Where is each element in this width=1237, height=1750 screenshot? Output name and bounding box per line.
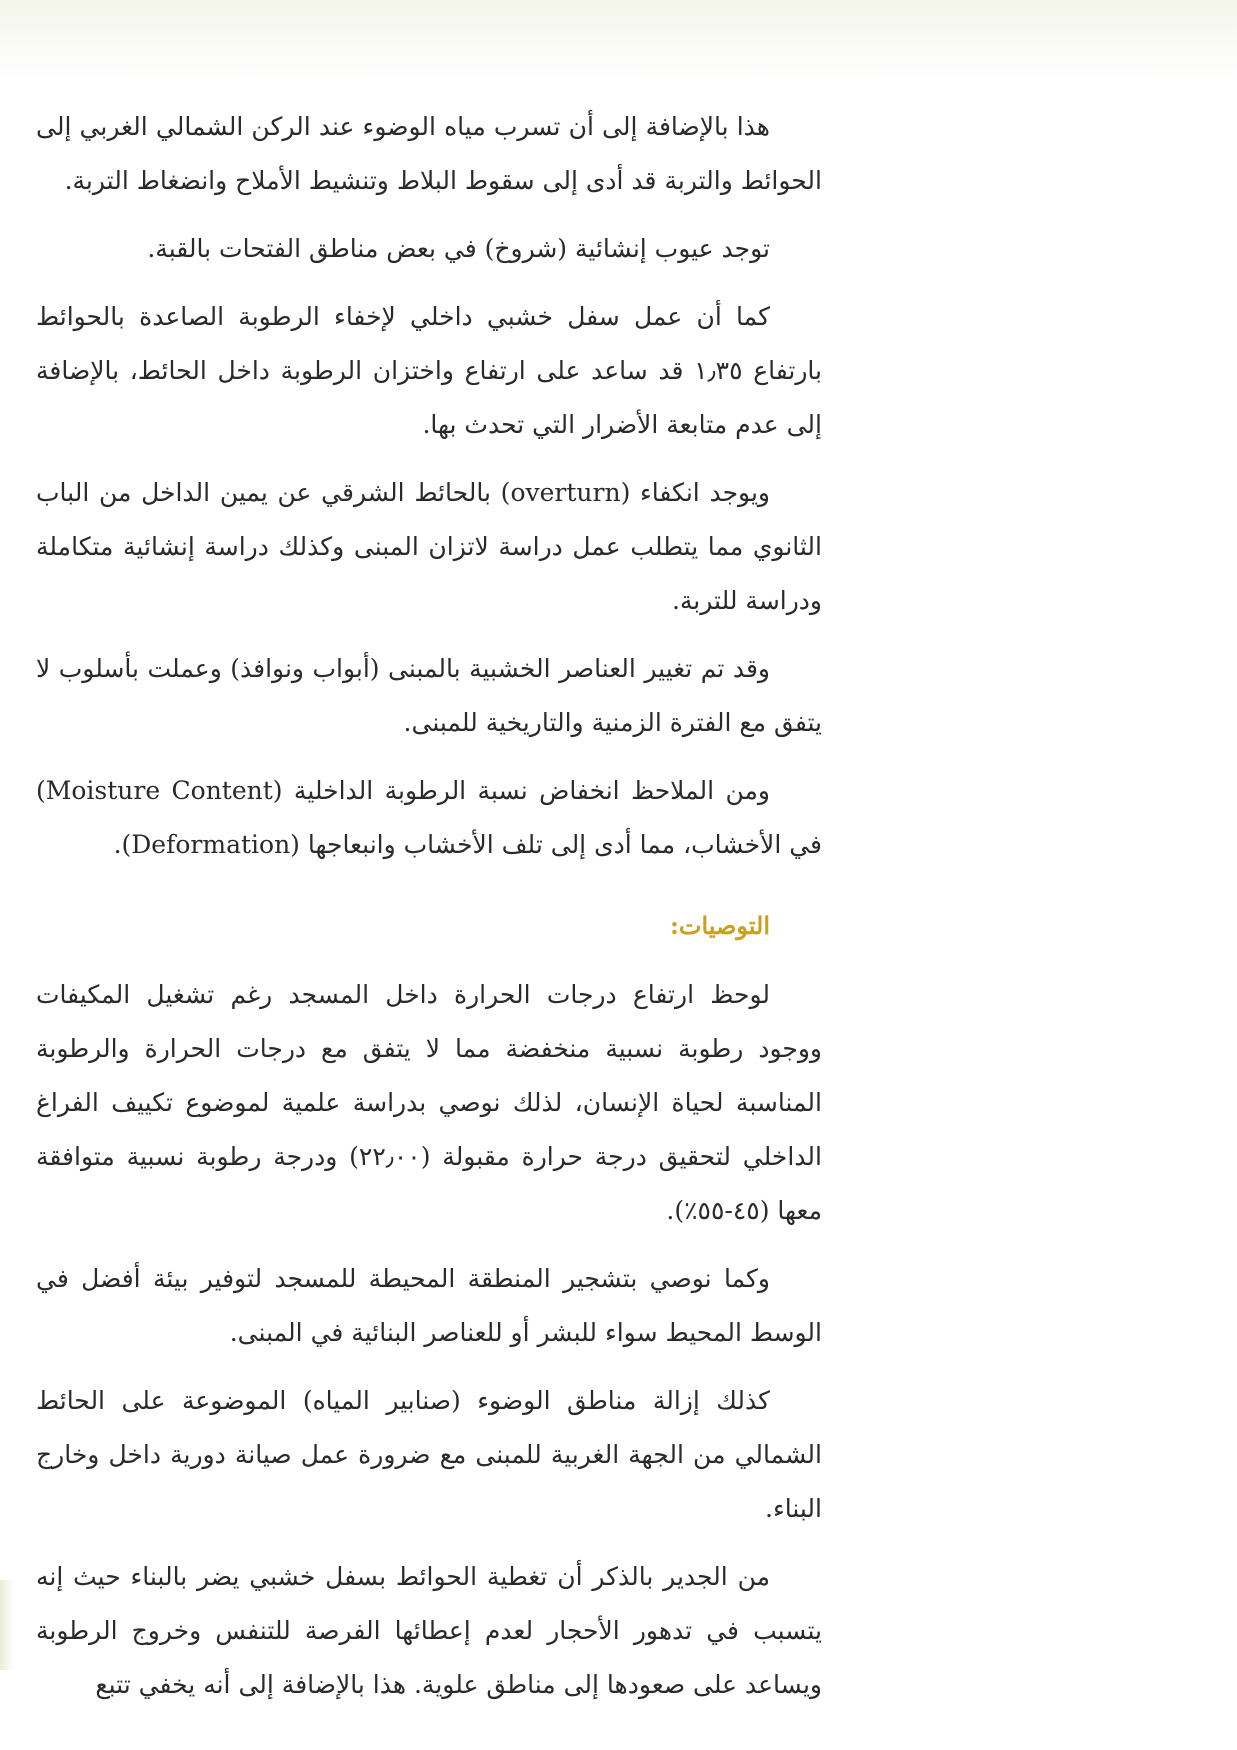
paragraph-overturn: ويوجد انكفاء (overturn) بالحائط الشرقي عن يمين الداخل من الباب الثانوي مما يتطلب عمل دراسة لاتزان المبنى وكذلك دراسة إنشائية متكاملة ودراسة للتربة. (36, 478, 822, 615)
paragraph-remove-wudu: كذلك إزالة مناطق الوضوء (صنابير المياه) الموضوعة على الحائط الشمالي من الجهة الغربية للمبنى مع ضرورة عمل صيانة دورية داخل وخارج البناء. (36, 1386, 822, 1523)
paragraph-wudu-leak: هذا بالإضافة إلى أن تسرب مياه الوضوء عند الركن الشمالي الغربي إلى الحوائط والتربة قد أدى إلى سقوط البلاط وتنشيط الأملاح وانضغاط التربة. (36, 112, 822, 195)
page-top-shading (0, 0, 1237, 80)
section-heading-recommendations: التوصيات: (669, 911, 770, 940)
document-body (36, 100, 822, 1726)
paragraph-wooden-skirting: كما أن عمل سفل خشبي داخلي لإخفاء الرطوبة الصاعدة بالحوائط بارتفاع ١٫٣٥ قد ساعد على ارتفاع واختزان الرطوبة داخل الحائط، بالإضافة إلى عدم متابعة الأضرار التي تحدث بها. (36, 302, 823, 439)
paragraph-temperature: لوحظ ارتفاع درجات الحرارة داخل المسجد رغم تشغيل المكيفات ووجود رطوبة نسبية منخفضة مما لا يتفق مع درجات الحرارة والرطوبة المناسبة لحياة الإنسان، لذلك نوصي بدراسة علمية لموضوع تكييف الفراغ الداخلي لتحقيق درجة حرارة مقبولة (٢٢٫٠٠) ودرجة رطوبة نسبية متوافقة معها (٤٥-٥٥٪). (36, 980, 822, 1225)
paragraph-wooden-elements: وقد تم تغيير العناصر الخشبية بالمبنى (أبواب ونوافذ) وعملت بأسلوب لا يتفق مع الفترة الزمنية والتاريخية للمبنى. (36, 654, 822, 737)
paragraph-wall-covering: من الجدير بالذكر أن تغطية الحوائط بسفل خشبي يضر بالبناء حيث إنه يتسبب في تدهور الأحجار لعدم إعطائها الفرصة للتنفس وخروج الرطوبة ويساعد على صعودها إلى مناطق علوية. هذا بالإضافة إلى أنه يخفي تتبع (36, 1562, 822, 1699)
page-edge-mark (0, 1580, 14, 1670)
paragraph-planting: وكما نوصي بتشجير المنطقة المحيطة للمسجد لتوفير بيئة أفضل في الوسط المحيط سواء للبشر أو للعناصر البنائية في المبنى. (36, 1264, 822, 1347)
paragraph-moisture-content: ومن الملاحظ انخفاض نسبة الرطوبة الداخلية (Moisture Content) في الأخشاب، مما أدى إلى تلف الأخشاب وانبعاجها (Deformation). (36, 776, 822, 859)
paragraph-structural-defects: توجد عيوب إنشائية (شروخ) في بعض مناطق الفتحات بالقبة. (147, 234, 770, 263)
